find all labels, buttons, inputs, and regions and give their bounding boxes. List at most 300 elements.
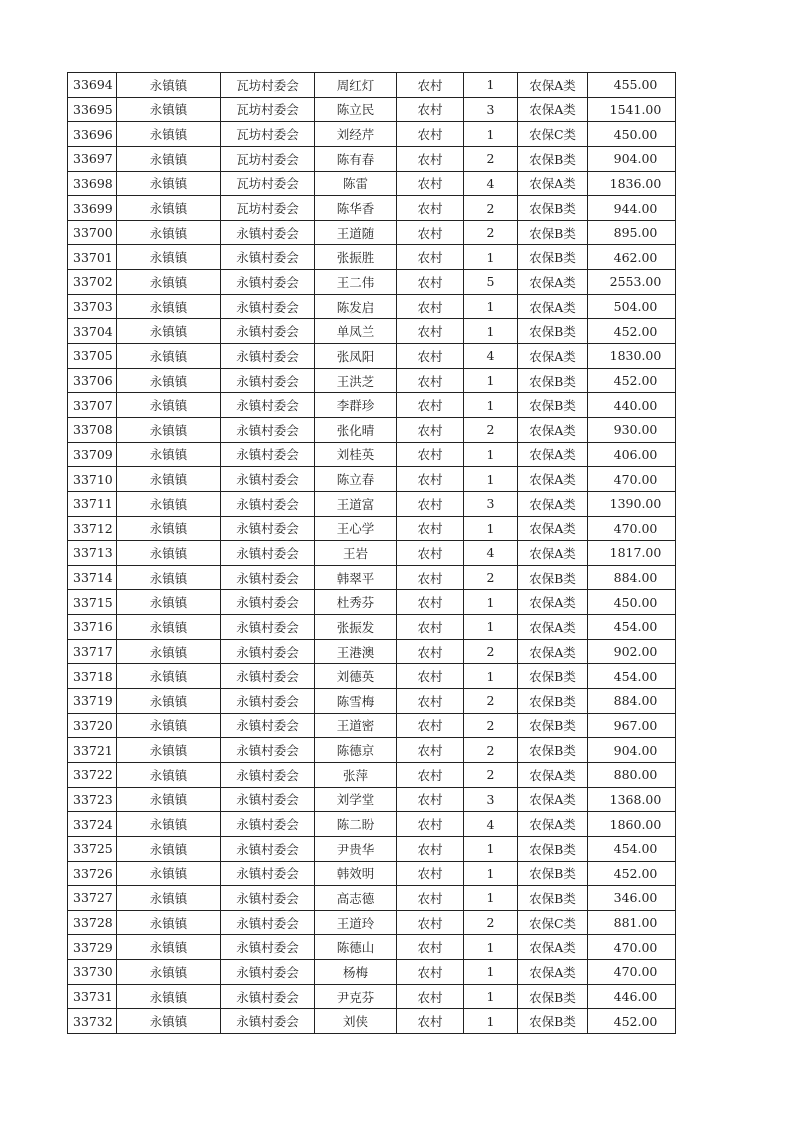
town-cell: 永镇镇 [117,615,221,640]
table-row [68,442,676,467]
town-cell: 永镇镇 [117,639,221,664]
record-id-cell: 33709 [68,442,117,467]
town-cell: 永镇镇 [117,935,221,960]
household-count-cell: 1 [464,615,518,640]
record-id-cell: 33703 [68,294,117,319]
household-count-cell: 2 [464,639,518,664]
area-type-cell: 农村 [397,960,464,985]
village-committee-cell: 永镇村委会 [221,565,315,590]
record-id-cell: 33716 [68,615,117,640]
person-name-cell: 王洪芝 [315,368,397,393]
household-count-cell: 1 [464,935,518,960]
person-name-cell: 刘经芹 [315,122,397,147]
insurance-type-cell: 农保A类 [518,491,588,516]
insurance-type-cell: 农保A类 [518,171,588,196]
person-name-cell: 王心学 [315,516,397,541]
amount-cell: 470.00 [588,935,676,960]
person-name-cell: 周红灯 [315,73,397,98]
area-type-cell: 农村 [397,245,464,270]
amount-cell: 346.00 [588,886,676,911]
village-committee-cell: 永镇村委会 [221,467,315,492]
amount-cell: 930.00 [588,417,676,442]
insurance-type-cell: 农保B类 [518,664,588,689]
person-name-cell: 陈雷 [315,171,397,196]
area-type-cell: 农村 [397,294,464,319]
insurance-type-cell: 农保A类 [518,73,588,98]
area-type-cell: 农村 [397,516,464,541]
amount-cell: 1860.00 [588,812,676,837]
village-committee-cell: 永镇村委会 [221,417,315,442]
area-type-cell: 农村 [397,886,464,911]
amount-cell: 455.00 [588,73,676,98]
amount-cell: 2553.00 [588,270,676,295]
table-row [68,836,676,861]
household-count-cell: 1 [464,319,518,344]
household-count-cell: 1 [464,861,518,886]
amount-cell: 446.00 [588,984,676,1009]
amount-cell: 454.00 [588,836,676,861]
household-count-cell: 1 [464,294,518,319]
record-id-cell: 33702 [68,270,117,295]
town-cell: 永镇镇 [117,689,221,714]
table-row [68,146,676,171]
table-row [68,886,676,911]
table-row [68,270,676,295]
village-committee-cell: 永镇村委会 [221,344,315,369]
amount-cell: 450.00 [588,122,676,147]
record-id-cell: 33726 [68,861,117,886]
insurance-type-cell: 农保B类 [518,245,588,270]
town-cell: 永镇镇 [117,762,221,787]
area-type-cell: 农村 [397,935,464,960]
village-committee-cell: 永镇村委会 [221,787,315,812]
village-committee-cell: 永镇村委会 [221,1009,315,1034]
village-committee-cell: 永镇村委会 [221,689,315,714]
insurance-type-cell: 农保B类 [518,886,588,911]
record-id-cell: 33700 [68,220,117,245]
person-name-cell: 单凤兰 [315,319,397,344]
area-type-cell: 农村 [397,196,464,221]
table-row [68,639,676,664]
area-type-cell: 农村 [397,565,464,590]
household-count-cell: 4 [464,171,518,196]
record-id-cell: 33712 [68,516,117,541]
amount-cell: 1541.00 [588,97,676,122]
record-id-cell: 33722 [68,762,117,787]
village-committee-cell: 永镇村委会 [221,319,315,344]
village-committee-cell: 永镇村委会 [221,368,315,393]
household-count-cell: 1 [464,836,518,861]
insurance-type-cell: 农保B类 [518,393,588,418]
area-type-cell: 农村 [397,442,464,467]
person-name-cell: 王港澳 [315,639,397,664]
village-committee-cell: 永镇村委会 [221,861,315,886]
person-name-cell: 刘德英 [315,664,397,689]
person-name-cell: 杨梅 [315,960,397,985]
insurance-type-cell: 农保A类 [518,344,588,369]
table-row [68,491,676,516]
area-type-cell: 农村 [397,270,464,295]
amount-cell: 470.00 [588,960,676,985]
amount-cell: 967.00 [588,713,676,738]
household-count-cell: 2 [464,565,518,590]
area-type-cell: 农村 [397,713,464,738]
amount-cell: 881.00 [588,910,676,935]
table-row [68,762,676,787]
area-type-cell: 农村 [397,393,464,418]
record-id-cell: 33724 [68,812,117,837]
area-type-cell: 农村 [397,861,464,886]
town-cell: 永镇镇 [117,590,221,615]
household-count-cell: 1 [464,664,518,689]
insurance-type-cell: 农保B类 [518,689,588,714]
record-id-cell: 33701 [68,245,117,270]
amount-cell: 880.00 [588,762,676,787]
town-cell: 永镇镇 [117,393,221,418]
area-type-cell: 农村 [397,344,464,369]
table-row [68,294,676,319]
insurance-type-cell: 农保A类 [518,467,588,492]
village-committee-cell: 永镇村委会 [221,639,315,664]
area-type-cell: 农村 [397,319,464,344]
table-row [68,1009,676,1034]
town-cell: 永镇镇 [117,196,221,221]
household-count-cell: 4 [464,344,518,369]
amount-cell: 1817.00 [588,541,676,566]
town-cell: 永镇镇 [117,319,221,344]
amount-cell: 904.00 [588,146,676,171]
table-row [68,615,676,640]
village-committee-cell: 永镇村委会 [221,738,315,763]
person-name-cell: 陈发启 [315,294,397,319]
village-committee-cell: 瓦坊村委会 [221,122,315,147]
record-id-cell: 33723 [68,787,117,812]
table-row [68,812,676,837]
insurance-type-cell: 农保B类 [518,565,588,590]
amount-cell: 1830.00 [588,344,676,369]
insurance-type-cell: 农保A类 [518,417,588,442]
household-count-cell: 3 [464,787,518,812]
village-committee-cell: 永镇村委会 [221,960,315,985]
village-committee-cell: 永镇村委会 [221,491,315,516]
area-type-cell: 农村 [397,910,464,935]
town-cell: 永镇镇 [117,491,221,516]
person-name-cell: 杜秀芬 [315,590,397,615]
insurance-type-cell: 农保A类 [518,787,588,812]
person-name-cell: 尹贵华 [315,836,397,861]
household-count-cell: 1 [464,886,518,911]
town-cell: 永镇镇 [117,171,221,196]
person-name-cell: 王道随 [315,220,397,245]
table-row [68,590,676,615]
table-row [68,220,676,245]
town-cell: 永镇镇 [117,442,221,467]
village-committee-cell: 永镇村委会 [221,220,315,245]
record-id-cell: 33719 [68,689,117,714]
town-cell: 永镇镇 [117,73,221,98]
amount-cell: 1390.00 [588,491,676,516]
record-id-cell: 33705 [68,344,117,369]
amount-cell: 454.00 [588,664,676,689]
record-id-cell: 33708 [68,417,117,442]
area-type-cell: 农村 [397,787,464,812]
town-cell: 永镇镇 [117,787,221,812]
person-name-cell: 刘侠 [315,1009,397,1034]
person-name-cell: 张振胜 [315,245,397,270]
table-row [68,344,676,369]
town-cell: 永镇镇 [117,245,221,270]
person-name-cell: 刘桂英 [315,442,397,467]
village-committee-cell: 永镇村委会 [221,664,315,689]
household-count-cell: 2 [464,762,518,787]
household-count-cell: 5 [464,270,518,295]
table-row [68,565,676,590]
household-count-cell: 2 [464,713,518,738]
table-row [68,910,676,935]
town-cell: 永镇镇 [117,344,221,369]
household-count-cell: 2 [464,910,518,935]
village-committee-cell: 永镇村委会 [221,393,315,418]
household-count-cell: 3 [464,491,518,516]
town-cell: 永镇镇 [117,368,221,393]
table-row [68,984,676,1009]
insurance-type-cell: 农保A类 [518,960,588,985]
town-cell: 永镇镇 [117,984,221,1009]
insurance-table [67,72,676,1034]
town-cell: 永镇镇 [117,122,221,147]
person-name-cell: 韩翠平 [315,565,397,590]
amount-cell: 452.00 [588,368,676,393]
amount-cell: 1368.00 [588,787,676,812]
insurance-type-cell: 农保A类 [518,516,588,541]
household-count-cell: 4 [464,541,518,566]
person-name-cell: 陈德山 [315,935,397,960]
household-count-cell: 1 [464,1009,518,1034]
amount-cell: 450.00 [588,590,676,615]
amount-cell: 440.00 [588,393,676,418]
area-type-cell: 农村 [397,171,464,196]
person-name-cell: 李群珍 [315,393,397,418]
table-row [68,171,676,196]
town-cell: 永镇镇 [117,220,221,245]
person-name-cell: 陈立春 [315,467,397,492]
record-id-cell: 33714 [68,565,117,590]
village-committee-cell: 永镇村委会 [221,442,315,467]
household-count-cell: 1 [464,393,518,418]
insurance-type-cell: 农保B类 [518,836,588,861]
record-id-cell: 33696 [68,122,117,147]
village-committee-cell: 永镇村委会 [221,615,315,640]
village-committee-cell: 瓦坊村委会 [221,196,315,221]
household-count-cell: 1 [464,984,518,1009]
table-row [68,73,676,98]
insurance-type-cell: 农保C类 [518,122,588,147]
area-type-cell: 农村 [397,146,464,171]
village-committee-cell: 永镇村委会 [221,541,315,566]
amount-cell: 884.00 [588,689,676,714]
area-type-cell: 农村 [397,1009,464,1034]
table-row [68,664,676,689]
table-row [68,787,676,812]
person-name-cell: 陈二盼 [315,812,397,837]
person-name-cell: 张萍 [315,762,397,787]
area-type-cell: 农村 [397,615,464,640]
record-id-cell: 33710 [68,467,117,492]
insurance-type-cell: 农保B类 [518,738,588,763]
village-committee-cell: 永镇村委会 [221,270,315,295]
village-committee-cell: 永镇村委会 [221,836,315,861]
insurance-type-cell: 农保A类 [518,615,588,640]
table-row [68,935,676,960]
record-id-cell: 33720 [68,713,117,738]
insurance-type-cell: 农保A类 [518,270,588,295]
table-row [68,196,676,221]
person-name-cell: 王道密 [315,713,397,738]
town-cell: 永镇镇 [117,836,221,861]
household-count-cell: 1 [464,122,518,147]
village-committee-cell: 瓦坊村委会 [221,171,315,196]
table-row [68,541,676,566]
area-type-cell: 农村 [397,467,464,492]
insurance-type-cell: 农保B类 [518,984,588,1009]
town-cell: 永镇镇 [117,713,221,738]
table-row [68,417,676,442]
amount-cell: 406.00 [588,442,676,467]
insurance-type-cell: 农保B类 [518,319,588,344]
town-cell: 永镇镇 [117,886,221,911]
village-committee-cell: 永镇村委会 [221,984,315,1009]
record-id-cell: 33699 [68,196,117,221]
area-type-cell: 农村 [397,417,464,442]
town-cell: 永镇镇 [117,910,221,935]
record-id-cell: 33706 [68,368,117,393]
record-id-cell: 33730 [68,960,117,985]
area-type-cell: 农村 [397,220,464,245]
amount-cell: 470.00 [588,516,676,541]
record-id-cell: 33727 [68,886,117,911]
household-count-cell: 1 [464,442,518,467]
record-id-cell: 33711 [68,491,117,516]
record-id-cell: 33704 [68,319,117,344]
village-committee-cell: 永镇村委会 [221,886,315,911]
town-cell: 永镇镇 [117,664,221,689]
amount-cell: 452.00 [588,319,676,344]
area-type-cell: 农村 [397,762,464,787]
table-row [68,960,676,985]
record-id-cell: 33707 [68,393,117,418]
amount-cell: 452.00 [588,1009,676,1034]
household-count-cell: 1 [464,516,518,541]
person-name-cell: 陈立民 [315,97,397,122]
table-row [68,516,676,541]
village-committee-cell: 瓦坊村委会 [221,73,315,98]
insurance-type-cell: 农保B类 [518,146,588,171]
household-count-cell: 2 [464,220,518,245]
insurance-type-cell: 农保A类 [518,541,588,566]
insurance-type-cell: 农保A类 [518,442,588,467]
town-cell: 永镇镇 [117,960,221,985]
household-count-cell: 2 [464,196,518,221]
area-type-cell: 农村 [397,122,464,147]
village-committee-cell: 永镇村委会 [221,294,315,319]
insurance-type-cell: 农保A类 [518,762,588,787]
record-id-cell: 33732 [68,1009,117,1034]
table-row [68,861,676,886]
record-id-cell: 33694 [68,73,117,98]
area-type-cell: 农村 [397,812,464,837]
area-type-cell: 农村 [397,836,464,861]
town-cell: 永镇镇 [117,565,221,590]
area-type-cell: 农村 [397,590,464,615]
household-count-cell: 1 [464,245,518,270]
insurance-type-cell: 农保B类 [518,196,588,221]
insurance-type-cell: 农保A类 [518,812,588,837]
village-committee-cell: 永镇村委会 [221,713,315,738]
person-name-cell: 张振发 [315,615,397,640]
area-type-cell: 农村 [397,689,464,714]
town-cell: 永镇镇 [117,417,221,442]
town-cell: 永镇镇 [117,270,221,295]
village-committee-cell: 永镇村委会 [221,812,315,837]
area-type-cell: 农村 [397,73,464,98]
record-id-cell: 33695 [68,97,117,122]
household-count-cell: 1 [464,368,518,393]
town-cell: 永镇镇 [117,541,221,566]
amount-cell: 462.00 [588,245,676,270]
amount-cell: 454.00 [588,615,676,640]
insurance-type-cell: 农保A类 [518,590,588,615]
table-row [68,467,676,492]
household-count-cell: 1 [464,73,518,98]
table-row [68,97,676,122]
village-committee-cell: 永镇村委会 [221,762,315,787]
area-type-cell: 农村 [397,984,464,1009]
table-body [68,73,676,1034]
record-id-cell: 33729 [68,935,117,960]
amount-cell: 452.00 [588,861,676,886]
amount-cell: 902.00 [588,639,676,664]
area-type-cell: 农村 [397,639,464,664]
amount-cell: 904.00 [588,738,676,763]
amount-cell: 504.00 [588,294,676,319]
village-committee-cell: 永镇村委会 [221,590,315,615]
village-committee-cell: 永镇村委会 [221,516,315,541]
person-name-cell: 陈德京 [315,738,397,763]
household-count-cell: 3 [464,97,518,122]
insurance-type-cell: 农保C类 [518,910,588,935]
amount-cell: 1836.00 [588,171,676,196]
insurance-type-cell: 农保B类 [518,220,588,245]
insurance-type-cell: 农保A类 [518,935,588,960]
amount-cell: 884.00 [588,565,676,590]
town-cell: 永镇镇 [117,516,221,541]
table-row [68,122,676,147]
person-name-cell: 王道富 [315,491,397,516]
household-count-cell: 1 [464,467,518,492]
record-id-cell: 33718 [68,664,117,689]
record-id-cell: 33721 [68,738,117,763]
person-name-cell: 陈雪梅 [315,689,397,714]
insurance-type-cell: 农保B类 [518,713,588,738]
record-id-cell: 33715 [68,590,117,615]
town-cell: 永镇镇 [117,738,221,763]
insurance-type-cell: 农保A类 [518,294,588,319]
insurance-type-cell: 农保B类 [518,1009,588,1034]
town-cell: 永镇镇 [117,97,221,122]
table-row [68,689,676,714]
person-name-cell: 尹克芬 [315,984,397,1009]
amount-cell: 895.00 [588,220,676,245]
